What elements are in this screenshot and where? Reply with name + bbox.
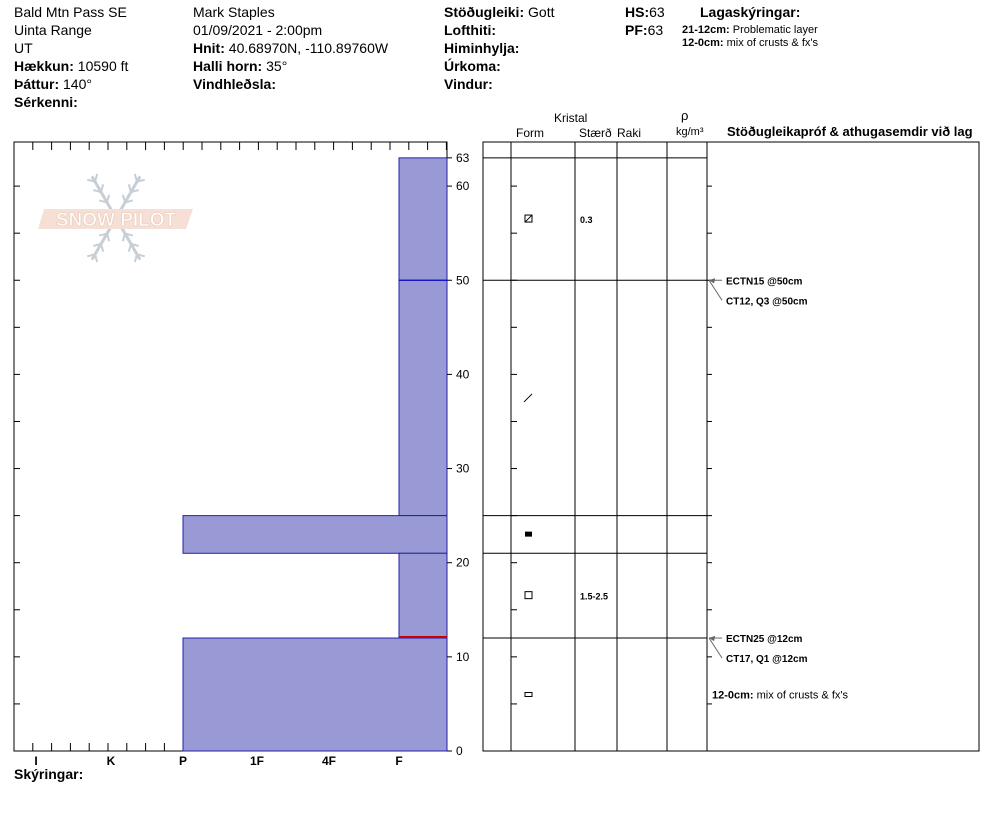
- layer-bar: [183, 516, 447, 554]
- layer-note-range: 21-12cm:: [682, 24, 730, 36]
- hardness-label: I: [34, 754, 38, 768]
- melt-freeze-crust-icon: [525, 532, 532, 537]
- hardness-label: F: [395, 754, 403, 768]
- snowpilot-logo: [38, 174, 193, 262]
- layer-comment-text: mix of crusts & fx's: [753, 689, 848, 702]
- hardness-label: P: [178, 754, 188, 768]
- layer-comment: [712, 690, 848, 702]
- snowflake-icon: [107, 195, 109, 203]
- layer-bar: [183, 638, 447, 751]
- precip-label: Úrkoma:: [444, 58, 501, 74]
- observer-name: Mark Staples: [193, 4, 275, 20]
- snowflake-icon: [95, 254, 97, 262]
- aspect-value: 140°: [63, 76, 92, 92]
- snowflake-icon: [101, 184, 103, 192]
- depth-tick-label: 50: [456, 273, 470, 288]
- aspect-label: Þáttur:: [14, 76, 60, 92]
- density-unit-header: kg/m³: [676, 126, 704, 138]
- hardness-label: 4F: [321, 754, 337, 768]
- snowflake-icon: [123, 195, 125, 203]
- depth-tick-label: 60: [456, 179, 470, 194]
- elevation-label: Hækkun:: [14, 58, 74, 74]
- stability-value: Gott: [528, 4, 555, 20]
- depth-tick-label: 40: [456, 367, 470, 382]
- layer-bar: [399, 553, 447, 638]
- logo-text: SNOW PILOT: [55, 210, 177, 231]
- wind-label: Vindur:: [444, 76, 493, 92]
- snowflake-icon: [107, 234, 109, 242]
- layer-notes-label: Lagaskýringar:: [700, 4, 801, 20]
- snowflake-icon: [129, 184, 131, 192]
- rounded-faceted-icon: [525, 693, 532, 697]
- air-temp-label: Lofthiti:: [444, 22, 497, 38]
- snowflake-icon: [123, 234, 125, 242]
- hs-label: HS:: [625, 4, 650, 20]
- layer-bar: [399, 280, 447, 515]
- snowflake-icon: [95, 174, 97, 182]
- test-arrow: [709, 638, 722, 658]
- grain-size-label: 0.3: [580, 215, 593, 226]
- depth-tick-label: 0: [456, 744, 463, 758]
- hardness-label: 1F: [249, 754, 265, 768]
- layer-bar: [399, 158, 447, 280]
- grain-size-label: 1.5-2.5: [580, 591, 609, 602]
- rho-header: ρ: [681, 108, 689, 123]
- faceted-rounded-icon: [525, 215, 532, 222]
- faceted-icon: [525, 592, 532, 599]
- snowflake-icon: [135, 174, 137, 182]
- pf-value: 63: [647, 22, 664, 38]
- coords-value: 40.68970N, -110.89760W: [228, 40, 389, 56]
- elevation-value: 10590 ft: [77, 58, 129, 74]
- wind-loading-label: Vindhleðsla:: [193, 76, 276, 92]
- snowflake-icon: [135, 254, 137, 262]
- slope-label: Halli horn:: [193, 58, 263, 74]
- slope-value: 35°: [266, 58, 288, 74]
- location-name: Bald Mtn Pass SE: [14, 4, 127, 20]
- range-name: Uinta Range: [14, 22, 92, 38]
- layer-note-text: mix of crusts & fx's: [726, 37, 818, 49]
- sky-label: Himinhylja:: [444, 40, 520, 56]
- coords-label: Hnit:: [193, 40, 225, 56]
- hardness-label: K: [106, 754, 116, 768]
- stellar-fragment-icon: [524, 394, 532, 402]
- comments-label: Skýringar:: [14, 766, 84, 782]
- features-label: Sérkenni:: [14, 94, 78, 110]
- moisture-header: Raki: [617, 126, 642, 140]
- state-name: UT: [14, 40, 33, 56]
- layer-note-text: Problematic layer: [732, 24, 818, 36]
- stability-test-label: ECTN25 @12cm: [726, 634, 803, 646]
- size-header: Stærð: [579, 126, 612, 140]
- depth-tick-label: 30: [456, 461, 470, 476]
- hs-value: 63: [649, 4, 665, 20]
- layer-note-range: 12-0cm:: [682, 37, 724, 49]
- depth-tick-label: 10: [456, 649, 470, 664]
- pf-label: PF:: [625, 22, 648, 38]
- observation-datetime: 01/09/2021 - 2:00pm: [193, 22, 323, 38]
- stability-test-label: CT17, Q1 @12cm: [726, 654, 808, 666]
- crystal-header: Kristal: [554, 111, 588, 125]
- tests-header: Stöðugleikapróf & athugasemdir við lag: [727, 124, 973, 139]
- depth-tick-label: 63: [456, 150, 470, 165]
- form-header: Form: [516, 126, 544, 140]
- depth-tick-label: 20: [456, 555, 470, 570]
- test-arrow: [709, 280, 722, 300]
- stability-test-label: CT12, Q3 @50cm: [726, 296, 808, 308]
- snowflake-icon: [129, 244, 131, 252]
- snowflake-icon: [101, 244, 103, 252]
- stability-label: Stöðugleiki:: [444, 4, 525, 20]
- stability-test-label: ECTN15 @50cm: [726, 276, 803, 288]
- layer-comment-range: 12-0cm:: [712, 689, 754, 702]
